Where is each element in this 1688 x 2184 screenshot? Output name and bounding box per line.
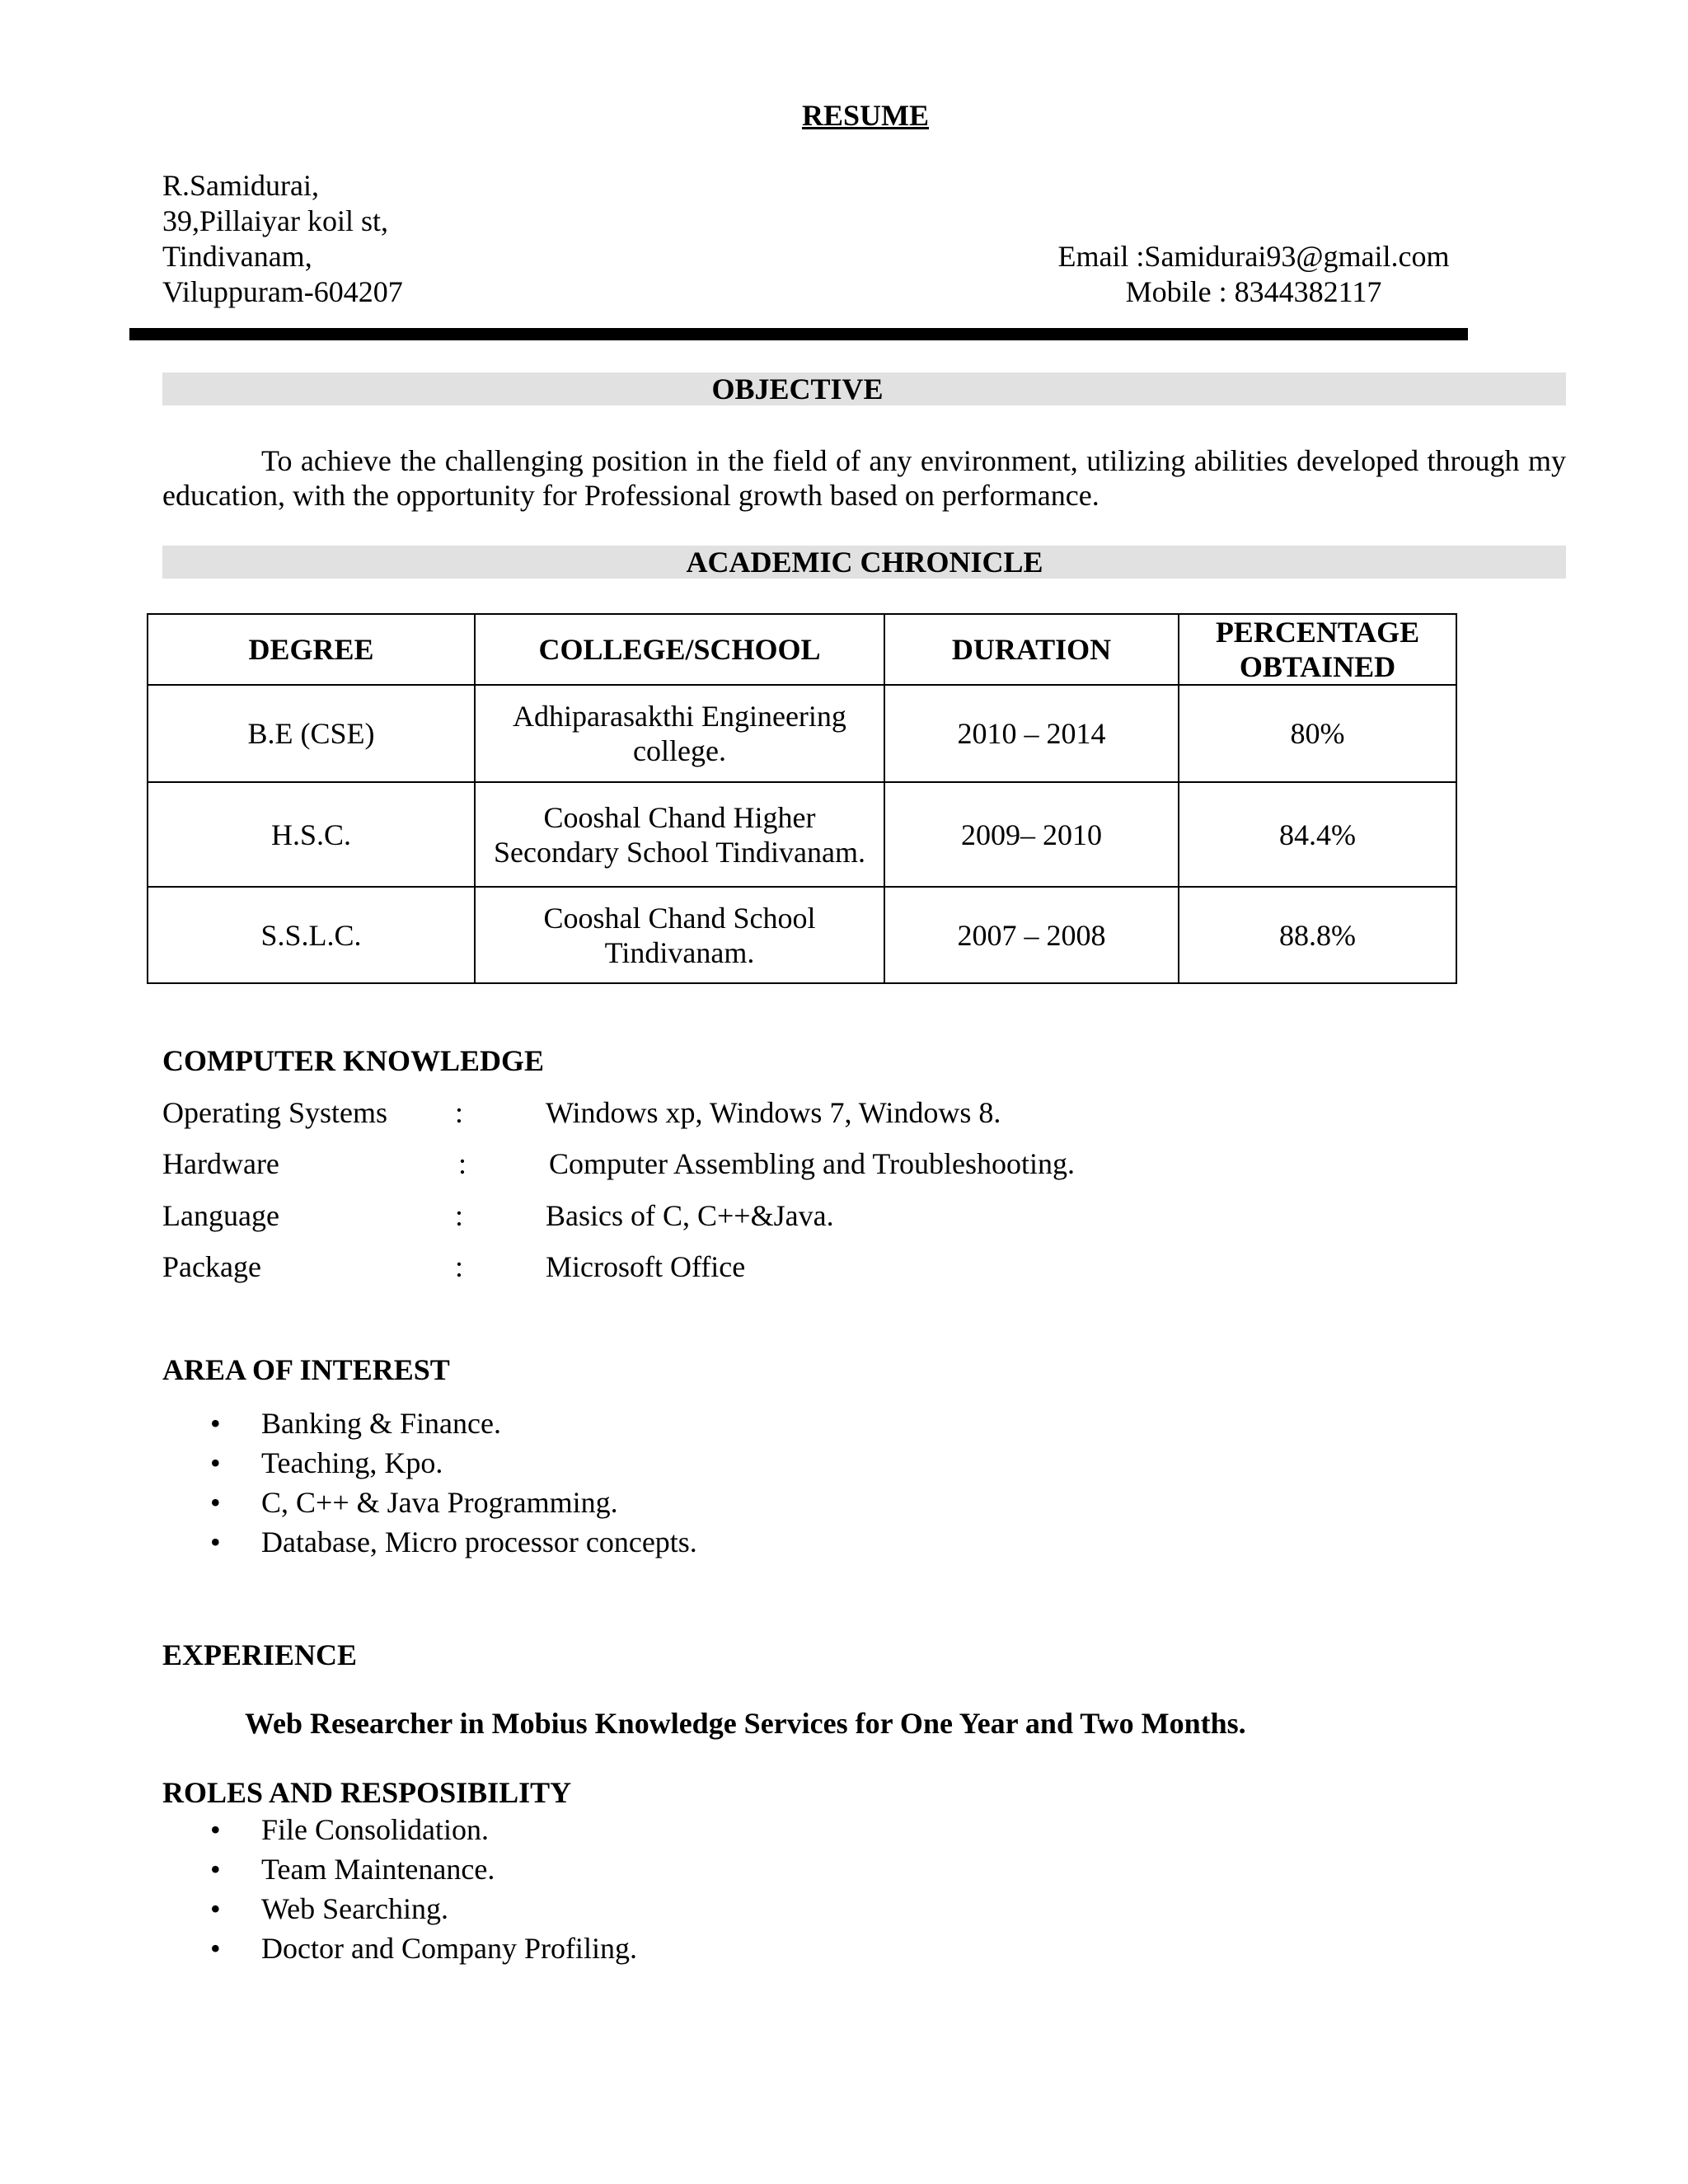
list-item <box>162 1810 637 1849</box>
bullet-icon: • <box>210 1932 221 1965</box>
list-item <box>162 1443 697 1483</box>
address-line-1: 39,Pillaiyar koil st, <box>162 204 388 237</box>
list-item-text: Banking & Finance. <box>261 1407 501 1440</box>
academic-heading: ACADEMIC CHRONICLE <box>686 546 1043 579</box>
list-item <box>162 1483 697 1522</box>
os-label: Operating Systems <box>162 1096 387 1129</box>
roles-list <box>162 1810 637 1968</box>
objective-heading: OBJECTIVE <box>711 373 884 405</box>
duration-cell: 2007 – 2008 <box>884 887 1179 983</box>
applicant-name: R.Samidurai, <box>162 169 319 202</box>
address-line-2: Tindivanam, <box>162 240 312 273</box>
header-degree: DEGREE <box>148 614 475 685</box>
table-row <box>148 685 1456 782</box>
percent-cell: 88.8% <box>1179 887 1456 983</box>
list-item <box>162 1404 697 1443</box>
header-divider <box>129 328 1468 340</box>
computer-heading: COMPUTER KNOWLEDGE <box>162 1044 545 1077</box>
table-row <box>148 887 1456 983</box>
list-item-text: File Consolidation. <box>261 1813 490 1846</box>
bullet-icon: • <box>210 1813 221 1846</box>
email-text: Email :Samidurai93@gmail.com <box>1057 240 1450 273</box>
school-cell: Cooshal Chand School Tindivanam. <box>475 887 884 983</box>
os-value: Windows xp, Windows 7, Windows 8. <box>546 1096 1001 1129</box>
header-duration: DURATION <box>884 614 1179 685</box>
header-college: COLLEGE/SCHOOL <box>475 614 884 685</box>
bullet-icon: • <box>210 1446 221 1479</box>
bullet-icon: • <box>210 1853 221 1886</box>
page-title: RESUME <box>801 99 930 132</box>
percent-cell: 84.4% <box>1179 782 1456 887</box>
objective-text: To achieve the challenging position in the field of any environment, utilizing abilities developed through my education, with the opportunity for Professional growth based on performance. <box>162 444 1566 512</box>
table-header-row <box>148 614 1456 685</box>
mobile-text: Mobile : 8344382117 <box>1125 275 1382 308</box>
hardware-separator: : <box>458 1147 467 1180</box>
language-value: Basics of C, C++&Java. <box>546 1199 834 1232</box>
address-line-3: Viluppuram-604207 <box>162 275 403 308</box>
degree-cell: S.S.L.C. <box>148 887 475 983</box>
duration-cell: 2009– 2010 <box>884 782 1179 887</box>
list-item <box>162 1522 697 1562</box>
list-item-text: Team Maintenance. <box>261 1853 495 1886</box>
language-separator: : <box>455 1199 464 1232</box>
percent-cell: 80% <box>1179 685 1456 782</box>
header-percentage: PERCENTAGE OBTAINED <box>1179 614 1456 685</box>
language-label: Language <box>162 1199 279 1232</box>
os-separator: : <box>455 1096 464 1129</box>
list-item-text: Web Searching. <box>261 1892 449 1925</box>
list-item <box>162 1849 637 1889</box>
hardware-label: Hardware <box>162 1147 279 1180</box>
school-cell: Cooshal Chand Higher Secondary School Tindivanam. <box>475 782 884 887</box>
duration-cell: 2010 – 2014 <box>884 685 1179 782</box>
package-separator: : <box>455 1250 464 1283</box>
experience-heading: EXPERIENCE <box>162 1638 358 1671</box>
list-item <box>162 1929 637 1968</box>
bullet-icon: • <box>210 1892 221 1925</box>
list-item-text: Teaching, Kpo. <box>261 1446 443 1479</box>
bullet-icon: • <box>210 1526 221 1558</box>
package-value: Microsoft Office <box>546 1250 746 1283</box>
school-cell: Adhiparasakthi Engineering college. <box>475 685 884 782</box>
academic-table <box>147 613 1457 984</box>
package-label: Package <box>162 1250 261 1283</box>
list-item <box>162 1889 637 1929</box>
list-item-text: Doctor and Company Profiling. <box>261 1932 637 1965</box>
interest-list <box>162 1404 697 1562</box>
list-item-text: Database, Micro processor concepts. <box>261 1526 697 1558</box>
degree-cell: H.S.C. <box>148 782 475 887</box>
list-item-text: C, C++ & Java Programming. <box>261 1486 618 1519</box>
bullet-icon: • <box>210 1407 221 1440</box>
roles-heading: ROLES AND RESPOSIBILITY <box>162 1776 572 1809</box>
bullet-icon: • <box>210 1486 221 1519</box>
degree-cell: B.E (CSE) <box>148 685 475 782</box>
interest-heading: AREA OF INTEREST <box>162 1353 450 1386</box>
experience-text: Web Researcher in Mobius Knowledge Services for One Year and Two Months. <box>245 1707 1246 1740</box>
table-row <box>148 782 1456 887</box>
hardware-value: Computer Assembling and Troubleshooting. <box>549 1147 1076 1180</box>
